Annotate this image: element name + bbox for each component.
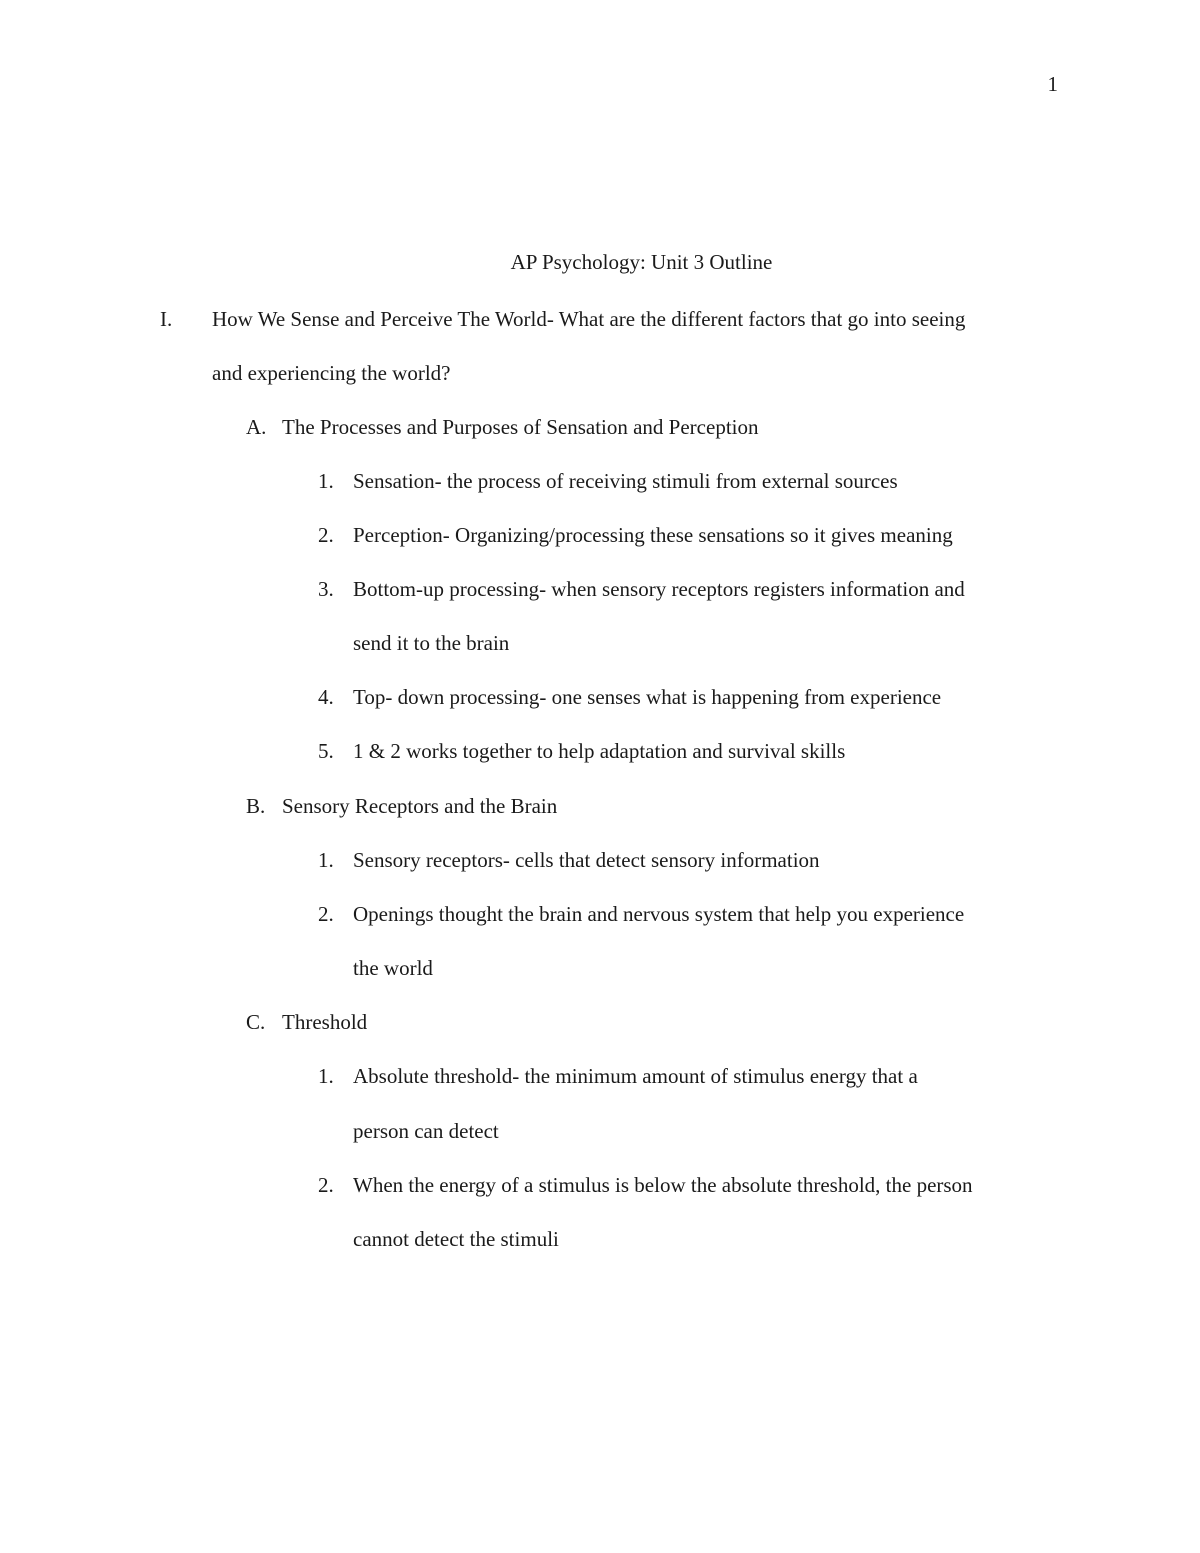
subsection-a-heading: The Processes and Purposes of Sensation and Perception	[282, 415, 759, 439]
a-item-5-marker: 5.	[318, 739, 334, 763]
a-item-1-marker: 1.	[318, 469, 334, 493]
c-item-1-text-line-1: Absolute threshold- the minimum amount of stimulus energy that a	[353, 1064, 918, 1088]
subsection-a-marker: A.	[246, 415, 267, 439]
a-item-3-text-line-1: Bottom-up processing- when sensory receptors registers information and	[353, 577, 965, 601]
a-item-2-marker: 2.	[318, 523, 334, 547]
a-item-4-text: Top- down processing- one senses what is happening from experience	[353, 685, 942, 709]
c-item-2-text-line-1: When the energy of a stimulus is below the absolute threshold, the person	[353, 1173, 973, 1197]
subsection-c-heading: Threshold	[282, 1010, 368, 1034]
a-item-3-text-line-2: send it to the brain	[353, 631, 510, 655]
subsection-b-marker: B.	[246, 794, 266, 818]
document-title: AP Psychology: Unit 3 Outline	[510, 250, 773, 274]
page-number: 1	[1047, 72, 1058, 96]
c-item-2-text-line-2: cannot detect the stimuli	[353, 1227, 559, 1251]
b-item-2-marker: 2.	[318, 902, 334, 926]
c-item-1-text-line-2: person can detect	[353, 1119, 499, 1143]
a-item-5-text: 1 & 2 works together to help adaptation and survival skills	[353, 739, 846, 763]
section-i-heading-line-1: How We Sense and Perceive The World- What are the different factors that go into seeing	[212, 307, 966, 331]
b-item-2-text-line-1: Openings thought the brain and nervous system that help you experience	[353, 902, 965, 926]
a-item-3-marker: 3.	[318, 577, 334, 601]
b-item-2-text-line-2: the world	[353, 956, 433, 980]
b-item-1-text: Sensory receptors- cells that detect sensory information	[353, 848, 820, 872]
section-i-heading-line-2: and experiencing the world?	[212, 361, 451, 385]
a-item-4-marker: 4.	[318, 685, 334, 709]
subsection-b-heading: Sensory Receptors and the Brain	[282, 794, 558, 818]
a-item-1-text: Sensation- the process of receiving stimuli from external sources	[353, 469, 898, 493]
b-item-1-marker: 1.	[318, 848, 334, 872]
c-item-2-marker: 2.	[318, 1173, 334, 1197]
a-item-2-text: Perception- Organizing/processing these sensations so it gives meaning	[353, 523, 953, 547]
section-i-marker: I.	[160, 307, 173, 331]
subsection-c-marker: C.	[246, 1010, 266, 1034]
c-item-1-marker: 1.	[318, 1064, 334, 1088]
